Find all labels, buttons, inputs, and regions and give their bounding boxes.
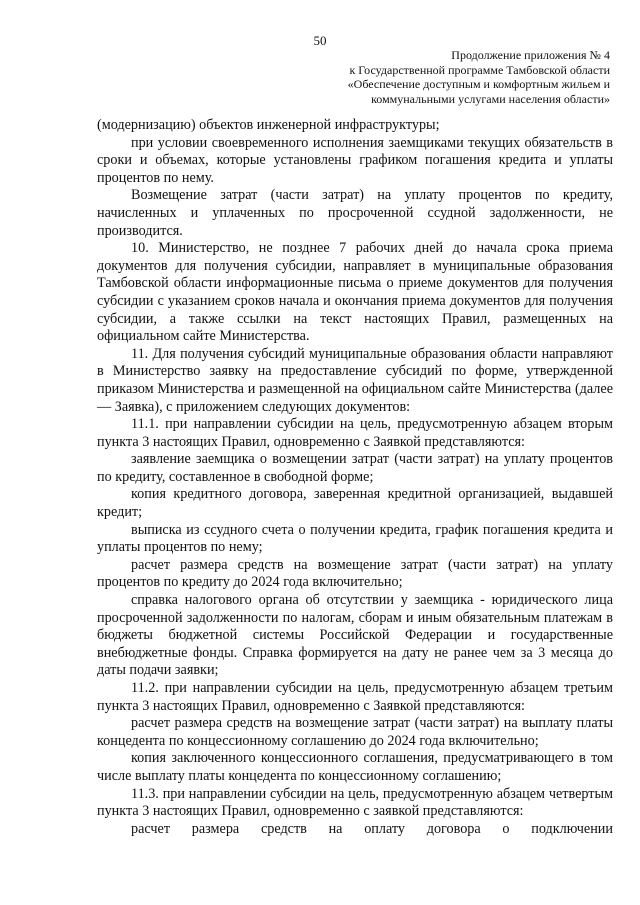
paragraph-1: (модернизацию) объектов инженерной инфраструктуры; [97,117,440,133]
paragraph-2: при условии своевременного исполнения заемщиками текущих обязательств в сроки и объемах, которые установлены графиком погашения кредита и уплаты процентов по нему. [97,134,613,186]
header-line-3: «Обеспечение доступным и комфортным жильем и [347,77,610,92]
paragraph-6: 11.1. при направлении субсидии на цель, предусмотренную абзацем вторым пункта 3 настоящих Правил, одновременно с Заявкой представляются: [97,416,613,450]
paragraph-7: заявление заемщика о возмещении затрат (части затрат) на уплату процентов по кредиту, составленное в свободной форме; [97,451,613,485]
paragraph-9: выписка из ссудного счета о получении кредита, график погашения кредита и уплаты процентов по нему; [97,521,613,556]
header-line-1: Продолжение приложения № 4 [451,48,610,62]
header-line-4: коммунальными услугами населения области» [371,91,610,106]
paragraph-4: 10. Министерство, не позднее 7 рабочих дней до начала срока приема документов для получения субсидии, направляет в муниципальные образования Тамбовской области информационные письма о приеме документов для получения субсидии с указанием сроков начала и окончания приема документов для получения субсидии, а также ссылки на текст настоящих Правил, размещенных на официальном сайте Министерства. [97,240,613,345]
header-line-2: к Государственной программе Тамбовской области [349,62,610,77]
paragraph-10: расчет размера средств на возмещение затрат (части затрат) на уплату процентов по кредиту до 2024 года включительно; [97,556,613,591]
paragraph-12: 11.2. при направлении субсидии на цель, предусмотренную абзацем третьим пункта 3 настоящих Правил, одновременно с Заявкой представляются: [97,680,613,714]
paragraph-8: копия кредитного договора, заверенная кредитной организацией, выдавшей кредит; [97,486,613,521]
paragraph-15: 11.3. при направлении субсидии на цель, предусмотренную абзацем четвертым пункта 3 настоящих Правил, одновременно с заявкой представляются: [97,785,613,820]
paragraph-14: копия заключенного концессионного соглашения, предусматривающего в том числе выплату платы концедента по концессионному соглашению; [97,750,613,784]
appendix-header [292,48,610,106]
page-number: 50 [313,33,327,48]
paragraph-3: Возмещение затрат (части затрат) на уплату процентов по кредиту, начисленных и уплаченных по просроченной ссудной задолженности, не производится. [97,187,613,239]
paragraph-5: 11. Для получения субсидий муниципальные образования области направляют в Министерство заявку на предоставление субсидий по форме, утвержденной приказом Министерства и размещенной на официальном сайте Министерства (далее — Заявка), с приложением следующих документов: [97,345,613,415]
document-body [97,117,613,838]
paragraph-13: расчет размера средств на возмещение затрат (части затрат) на выплату платы концедента по концессионному соглашению до 2024 года включительно; [97,715,613,749]
paragraph-11: справка налогового органа об отсутствии у заемщика - юридического лица просроченной задолженности по налогам, сборам и иным обязательным платежам в бюджеты бюджетной системы Российской Федерации и государственные внебюджетные фонды. Справка формируется на дату не ранее чем за 3 месяца до даты подачи заявки; [97,592,613,679]
paragraph-16: расчет размера средств на оплату договора о подключении [131,820,613,837]
